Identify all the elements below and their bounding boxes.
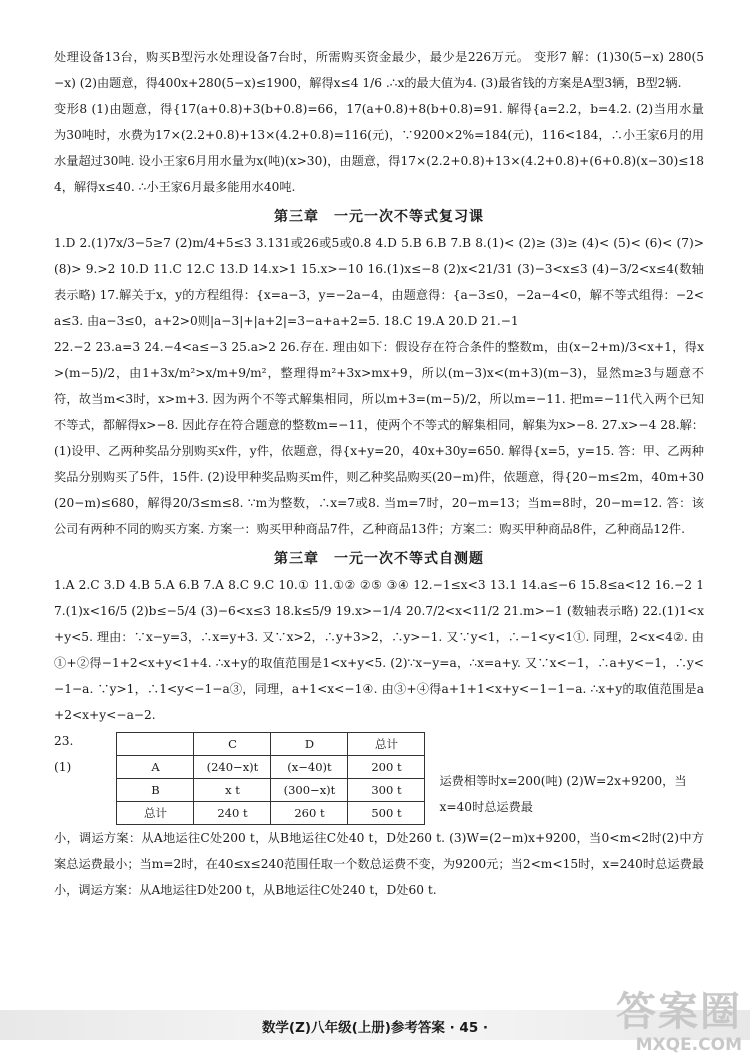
table-header-cell: D [271, 733, 348, 756]
answer-paragraph: 小，调运方案：从A地运往C处200 t，从B地运往C处40 t，D处260 t. (3)W=(2−m)x+9200，当0<m<2时(2)中方案总运费最小；当m=2时，在40≤x≤240范围任取一个数总运费不变，为9200元；当2<m<15时，x=240时总运费最小，调运方案：从A地运往D处200 t，从B地运往C处240 t，D处60 t. [54, 831, 704, 897]
table-cell: 300 t [348, 779, 425, 802]
answer-paragraph: 变形8 (1)由题意，得{17(a+0.8)+3(b+0.8)=66，17(a+0.8)+8(b+0.8)=91. 解得{a=2.2，b=4.2. (2)当用水量为30吨时，水费为17×(2.2+0.8)+13×(4.2+0.8)=116(元)，∵9200×2%=184(元)，116<184，∴小王家6月的用水量超过30吨. 设小王家6月用水量为x(吨)(x>30)，由题意，得17×(2.2+0.8)+13×(4.2+0.8)+(6+0.8)(x−30)≤184，解得x≤40. ∴小王家6月最多能用水40吨. [54, 102, 704, 194]
watermark-logo [592, 990, 742, 1060]
answer-paragraph: 处理设备13台，购买B型污水处理设备7台时，所需购买资金最少，最少是226万元。 变形7 解：(1)30(5−x) 280(5−x) (2)由题意，得400x+280(5−x)≤1900，解得x≤4 1/6 .∴x的最大值为4. (3)最省钱的方案是A型3辆，B型2辆. [54, 50, 704, 90]
answer-paragraph: 运费相等时x=200(吨) (2)W=2x+9200，当x=40时总运费最 [439, 774, 687, 814]
table-row [117, 756, 425, 779]
table-row [117, 802, 425, 825]
table-cell: x t [194, 779, 271, 802]
page-footer: 数学(Z)八年级(上册)参考答案 · 45 · [261, 1020, 489, 1036]
answer-paragraph: 1.A 2.C 3.D 4.B 5.A 6.B 7.A 8.C 9.C 10.① 11.①② ②⑤ ③④ 12.−1≤x<3 13.1 14.a≤−6 15.8≤a<12 16.−2 17.(1)x<16/5 (2)b≤−5/4 (3)−6<x≤3 18.k≤5/9 19.x>−1/4 20.7/2<x<11/2 21.m>−1 (数轴表示略) 22.(1)1<x+y<5. 理由：∵x−y=3，∴x=y+3. 又∵x>2，∴y+3>2，∴y>−1. 又∵y<1，∴−1<y<1①. 同理，2<x<4②. 由①+②得−1+2<x+y<1+4. ∴x+y的取值范围是1<x+y<5. (2)∵x−y=a，∴x=a+y. 又∵x<−1，∴a+y<−1，∴y<−1−a. ∵y>1，∴1<y<−1−a③，同理，a+1<x<−1④. 由③+④得a+1+1<x+y<−1−1−a. ∴x+y的取值范围是a+2<x+y<−a−2. [54, 578, 704, 722]
table-cell: (300−x)t [271, 779, 348, 802]
table-cell: (240−x)t [194, 756, 271, 779]
table-header-row [117, 733, 425, 756]
watermark-url: MXQE.COM [635, 1035, 742, 1055]
section-title: 第三章 一元一次不等式自测题 [274, 551, 484, 567]
table-cell: 总计 [117, 802, 194, 825]
table-cell: B [117, 779, 194, 802]
watermark-text: 答案圈 [616, 989, 742, 1035]
table-cell: 260 t [271, 802, 348, 825]
table-row [117, 779, 425, 802]
transport-table [116, 732, 425, 825]
answer-paragraph: 1.D 2.(1)7x/3−5≥7 (2)m/4+5≤3 3.131或26或5或0.8 4.D 5.B 6.B 7.B 8.(1)< (2)≥ (3)≥ (4)< (5)< (6)< (7)> (8)> 9.>2 10.D 11.C 12.C 13.D 14.x>1 15.x>−10 16.(1)x≤−8 (2)x<21/31 (3)−3<x≤3 (4)−3/2<x≤4(数轴表示略) 17.解关于x，y的方程组得：{x=a−3，y=−2a−4，由题意得：{a−3≤0，−2a−4<0，解不等式组得：−2<a≤3. 由a−3≤0，a+2>0则|a−3|+|a+2|=3−a+a+2=5. 18.C 19.A 20.D 21.−1 [54, 236, 704, 328]
question-label: 23.(1) [54, 734, 74, 774]
table-cell: 500 t [348, 802, 425, 825]
answer-paragraph: 22.−2 23.a=3 24.−4<a≤−3 25.a>2 26.存在. 理由如下：假设存在符合条件的整数m，由(x−2+m)/3<x+1，得x>(m−5)/2，由1+3x/m²>x/m+9/m²，整理得m²+3x>mx+9，所以(m−3)x<(m+3)(m−3)，显然m≥3与题意不符，故当m<3时，x>m+3. 因为两个不等式解集相同，所以m+3=(m−5)/2，所以m=−11. 把m=−11代入两个已知不等式，都解得x>−8. 因此存在符合题意的整数m=−11，使两个不等式的解集相同，解集为x>−8. 27.x>−4 28.解：(1)设甲、乙两种奖品分别购买x件，y件，依题意，得{x+y=20，40x+30y=650. 解得{x=5，y=15. 答：甲、乙两种奖品分别购买了5件，15件. (2)设甲种奖品购买m件，则乙种奖品购买(20−m)件，依题意，得{20−m≤2m，40m+30(20−m)≤680，解得20/3≤m≤8. ∵m为整数，∴x=7或8. 当m=7时，20−m=13；当m=8时，20−m=12. 答：该公司有两种不同的购买方案. 方案一：购买甲种商品7件，乙种商品13件；方案二：购买甲种商品8件，乙种商品12件. [54, 340, 704, 536]
table-cell: (x−40)t [271, 756, 348, 779]
table-cell: 200 t [348, 756, 425, 779]
table-cell: 240 t [194, 802, 271, 825]
table-header-cell: 总计 [348, 733, 425, 756]
table-header-cell [117, 733, 194, 756]
answer-page [54, 44, 704, 903]
section-title: 第三章 一元一次不等式复习课 [274, 209, 484, 225]
q23-block [54, 728, 704, 825]
table-cell: A [117, 756, 194, 779]
table-header-cell: C [194, 733, 271, 756]
